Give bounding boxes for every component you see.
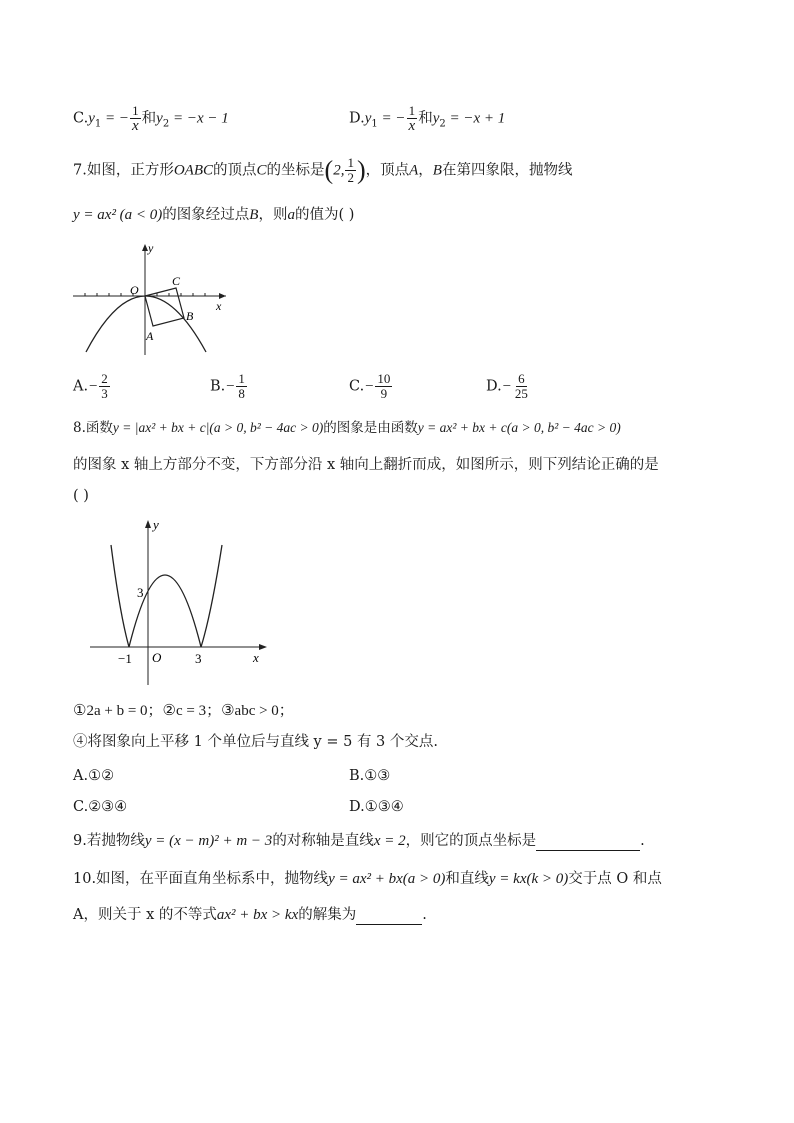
- math-formula: y = (x − m)² + m − 3: [144, 833, 273, 849]
- fraction: [99, 372, 110, 401]
- math-sub: 1: [371, 118, 378, 130]
- option-label: A.: [73, 768, 89, 784]
- math-var: a: [287, 207, 295, 223]
- math-expr: 2,: [333, 162, 345, 179]
- q6-option-d: [349, 104, 505, 134]
- fraction: [407, 104, 418, 133]
- fraction: [513, 372, 530, 401]
- label-3-x: 3: [195, 651, 202, 666]
- fraction: [130, 104, 141, 133]
- q7-figure: [68, 240, 238, 360]
- statements: ①2a + b = 0；②c = 3；③abc > 0；: [73, 703, 294, 719]
- q8-statements-2: ④将图象向上平移 1 个单位后与直线 y = 5 有 3 个交点.: [73, 734, 438, 750]
- text: 的对称轴是直线: [272, 833, 374, 849]
- sign: −: [88, 378, 99, 395]
- option-label: B.: [210, 378, 226, 395]
- text: 交于点 O 和点: [568, 871, 662, 887]
- frac-num: 2: [101, 371, 108, 386]
- q8-figure: [85, 515, 275, 687]
- q8-statements-1: [73, 701, 294, 721]
- paren-open: (: [324, 155, 334, 185]
- text: .: [640, 833, 645, 849]
- q8-stem-line2: 的图象 x 轴上方部分不变，下方部分沿 x 轴向上翻折而成，如图所示，则下列结论正确的是: [73, 457, 659, 473]
- text: .: [422, 907, 427, 923]
- option-text: ①③: [364, 768, 391, 784]
- label-3-y: 3: [137, 585, 144, 600]
- text: 的值为( ): [294, 207, 355, 223]
- option-text: ②③④: [88, 799, 128, 815]
- text: 7.如图，正方形: [73, 162, 174, 179]
- math-sub: 2: [439, 118, 446, 130]
- frac-den: 3: [101, 386, 108, 401]
- q7-option-c: [349, 372, 393, 401]
- option-label: C.: [349, 378, 365, 395]
- math-formula: y = kx(k > 0): [488, 871, 569, 887]
- fraction: [345, 156, 356, 185]
- frac-den: 25: [514, 386, 528, 401]
- text: 的图象是由函数: [323, 420, 418, 436]
- text: ，: [418, 162, 433, 179]
- frac-num: 1: [408, 103, 416, 118]
- label-neg1: −1: [118, 651, 132, 666]
- answer-blank[interactable]: [536, 834, 640, 851]
- label-a: A: [146, 329, 154, 343]
- q7-option-d: [486, 372, 531, 401]
- text: 的解集为: [298, 907, 357, 923]
- q7-stem-line1: [73, 156, 572, 185]
- math-eq: = −: [377, 110, 406, 127]
- x-axis-arrow: [259, 644, 267, 650]
- q8-stem-line1: [73, 418, 621, 438]
- math-var: OABC: [173, 162, 214, 179]
- label-y: y: [148, 241, 154, 255]
- frac-den: x: [131, 118, 139, 134]
- option-label: A.: [73, 378, 89, 395]
- q8-stem-line3: ( ): [73, 488, 89, 504]
- label-o: O: [130, 283, 139, 297]
- text: ，顶点: [365, 162, 410, 179]
- option-label: C.: [73, 799, 89, 815]
- text: 9.若抛物线: [73, 833, 145, 849]
- frac-num: 6: [518, 371, 525, 386]
- text: 的顶点: [213, 162, 257, 179]
- math-eq: = −: [101, 110, 129, 127]
- math-sub: 1: [94, 118, 102, 130]
- curve-right-branch: [201, 545, 222, 647]
- math-formula: y = ax² (a < 0): [73, 207, 163, 223]
- q7-option-b: [210, 372, 248, 401]
- math-formula: y = |ax² + bx + c|(a > 0, b² − 4ac > 0): [112, 420, 324, 435]
- frac-den: 9: [380, 386, 388, 401]
- q6-option-c: [73, 104, 229, 134]
- text: 的图象经过点: [162, 207, 250, 223]
- q8-option-d: [349, 797, 404, 817]
- y-axis-arrow: [145, 520, 151, 528]
- fraction: [375, 372, 392, 401]
- label-b: B: [186, 309, 194, 323]
- frac-num: 1: [132, 103, 139, 118]
- sign: −: [501, 378, 512, 395]
- frac-den: 2: [347, 170, 354, 185]
- math-expr: = −x − 1: [169, 110, 229, 127]
- text: ，则它的顶点坐标是: [405, 833, 537, 849]
- q8-option-a: [73, 766, 114, 786]
- math-var: B: [249, 207, 259, 223]
- option-label: D.: [349, 799, 365, 815]
- math-var: y: [88, 110, 95, 127]
- math-formula: y = ax² + bx(a > 0): [328, 871, 446, 887]
- label-x: x: [216, 299, 222, 313]
- curve-left-branch: [111, 545, 129, 647]
- answer-blank[interactable]: [356, 908, 422, 925]
- math-formula: ax² + bx > kx: [216, 907, 299, 923]
- math-expr: = −x + 1: [445, 110, 506, 127]
- text: 的坐标是: [266, 162, 325, 179]
- square-oabc: [145, 288, 184, 326]
- label-o: O: [152, 650, 162, 665]
- math-formula: x = 2: [373, 833, 406, 849]
- and-word: 和: [141, 110, 157, 127]
- math-var: y: [156, 110, 163, 127]
- math-var: y: [432, 110, 440, 127]
- text: 和直线: [445, 871, 489, 887]
- label-x: x: [253, 650, 259, 665]
- frac-den: x: [408, 118, 416, 134]
- option-text: ①②: [88, 768, 115, 784]
- text: 8.函数: [73, 420, 113, 436]
- sign: −: [225, 378, 236, 395]
- option-label: D.: [486, 378, 502, 395]
- frac-num: 1: [238, 371, 245, 386]
- option-label: B.: [349, 768, 365, 784]
- math-var: y: [364, 110, 372, 127]
- text: A，则关于 x 的不等式: [73, 907, 217, 923]
- parabola: [86, 296, 206, 352]
- q9-stem: [73, 831, 645, 851]
- math-var: C: [256, 162, 267, 179]
- q8-option-b: [349, 766, 390, 786]
- option-label: D.: [349, 110, 365, 127]
- option-label: C.: [73, 110, 89, 127]
- q8-option-c: [73, 797, 127, 817]
- q10-stem-line1: [73, 869, 662, 889]
- q7-option-a: [73, 372, 111, 401]
- fraction: [236, 372, 247, 401]
- text: 在第四象限，抛物线: [441, 162, 573, 179]
- frac-den: 8: [238, 386, 245, 401]
- math-var: A: [409, 162, 419, 179]
- label-c: C: [172, 274, 181, 288]
- q10-stem-line2: [73, 905, 427, 925]
- text: 10.如图，在平面直角坐标系中，抛物线: [73, 871, 329, 887]
- q7-stem-line2: [73, 205, 354, 225]
- paren-close: ): [356, 155, 366, 185]
- text: ，则: [258, 207, 288, 223]
- label-y: y: [153, 517, 159, 532]
- math-var: B: [432, 162, 442, 179]
- math-formula: y = ax² + bx + c(a > 0, b² − 4ac > 0): [417, 420, 621, 435]
- math-sub: 2: [162, 118, 170, 130]
- frac-num: 10: [377, 371, 391, 386]
- option-text: ①③④: [364, 799, 404, 815]
- and-word: 和: [418, 110, 433, 127]
- sign: −: [364, 378, 375, 395]
- frac-num: 1: [347, 155, 354, 170]
